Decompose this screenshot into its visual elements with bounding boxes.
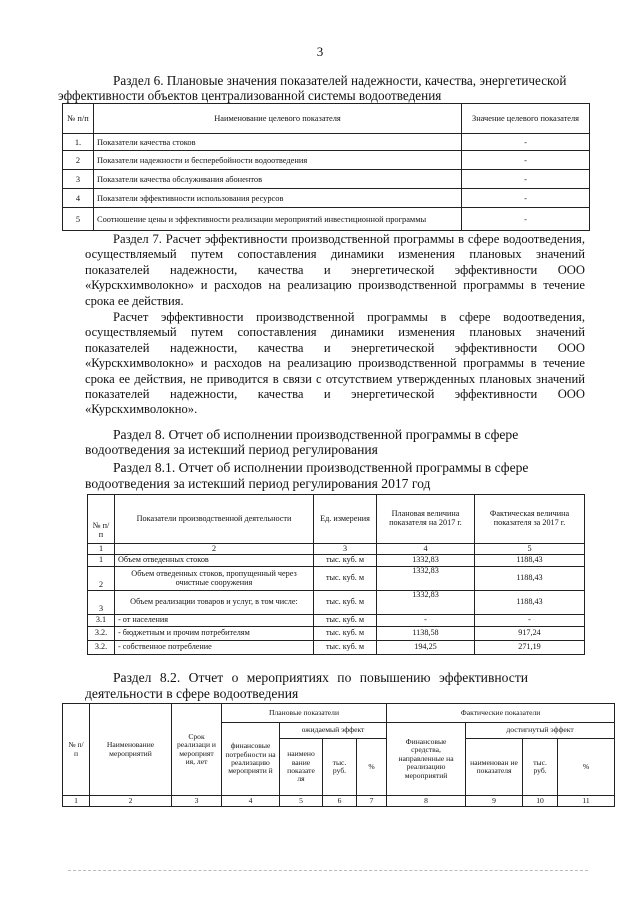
achieved-rub-header: тыс. руб. <box>523 739 558 796</box>
section81-title-line1: Раздел 8.1. Отчет об исполнении производственной программы в сфере <box>113 460 529 475</box>
row-num: 2 <box>63 151 94 170</box>
index-cell: 11 <box>558 796 615 807</box>
table-row <box>88 591 585 615</box>
section82-title-line1: Раздел 8.2. Отчет о мероприятиях по повышению эффективности <box>113 670 529 685</box>
section7-paragraph1: Раздел 7. Расчет эффективности производственной программы в сфере водоотведения, осуществляемый путем сопоставления динамики изменения плановых значений показателей надежности, качества и энергетической эффективности ООО «Курскхимволокно» и расходов на реализацию производственной программы в течение срока ее действия. <box>85 232 585 308</box>
index-cell: 4 <box>222 796 280 807</box>
row-unit: тыс. куб. м <box>314 555 377 567</box>
row-value: - <box>462 208 590 231</box>
row-unit: тыс. куб. м <box>314 627 377 641</box>
row-name: Объем реализации товаров и услуг, в том числе: <box>115 591 314 615</box>
index-row <box>63 796 615 807</box>
col-num-header: № п/п <box>63 104 94 134</box>
section82-table <box>62 703 615 807</box>
index-cell: 4 <box>377 544 475 555</box>
row-num: 3 <box>88 591 115 615</box>
row-name: - бюджетным и прочим потребителям <box>115 627 314 641</box>
index-cell: 3 <box>172 796 222 807</box>
index-cell: 2 <box>90 796 172 807</box>
row-unit: тыс. куб. м <box>314 567 377 591</box>
row-unit: тыс. куб. м <box>314 641 377 655</box>
section7-paragraph2: Расчет эффективности производственной программы в сфере водоотведения, осуществляемый путем сопоставления динамики изменения плановых значений показателей надежности, качества и энергетической эффективности ООО «Курскхимволокно» и расходов на реализацию производственной программы в течение срока ее действия, не приводится в связи с отсутствием утвержденных плановых значений показателей надежности, качества и энергетической эффективности ООО «Курскхимволокно». <box>85 310 585 417</box>
fin-spent-header: Финансовые средства, направленные на реализацию мероприятий <box>387 723 466 796</box>
row-name: Соотношение цены и эффективности реализации мероприятий инвестиционной программы <box>94 208 462 231</box>
row-fact: 1188,43 <box>475 591 585 615</box>
col-num-header: № п/п <box>88 495 115 544</box>
achieved-name-header: наименован ие показателя <box>466 739 523 796</box>
row-fact: 1188,43 <box>475 567 585 591</box>
section6-title-line2: эффективности объектов централизованной системы водоотведения <box>58 88 442 103</box>
row-fact: - <box>475 615 585 627</box>
row-plan: 1332,83 <box>377 567 475 591</box>
col-fact-header: Фактическая величина показателя за 2017 г. <box>475 495 585 544</box>
index-cell: 10 <box>523 796 558 807</box>
table-row <box>63 134 590 151</box>
index-row <box>88 544 585 555</box>
index-cell: 5 <box>475 544 585 555</box>
row-name: - от населения <box>115 615 314 627</box>
col-name-header: Наименование целевого показателя <box>94 104 462 134</box>
row-value: - <box>462 189 590 208</box>
row-name: Объем отведенных стоков, пропущенный через очистные сооружения <box>115 567 314 591</box>
col-value-header: Значение целевого показателя <box>462 104 590 134</box>
row-name: - собственное потребление <box>115 641 314 655</box>
row-plan: 1332,83 <box>377 591 475 615</box>
expected-effect-header: ожидаемый эффект <box>280 723 387 739</box>
row-plan: 194,25 <box>377 641 475 655</box>
row-num: 3 <box>63 170 94 189</box>
table-row <box>88 567 585 591</box>
index-cell: 7 <box>357 796 387 807</box>
row-num: 5 <box>63 208 94 231</box>
table-row <box>88 555 585 567</box>
table-row <box>63 208 590 231</box>
col-name-header: Наименование мероприятий <box>90 704 172 796</box>
index-cell: 1 <box>63 796 90 807</box>
row-name: Показатели качества обслуживания абонентов <box>94 170 462 189</box>
page-number: 3 <box>316 44 324 59</box>
index-cell: 2 <box>115 544 314 555</box>
row-value: - <box>462 134 590 151</box>
col-num-header: № п/ п <box>63 704 90 796</box>
row-value: - <box>462 151 590 170</box>
section81-title-line2: водоотведения за истекший период регулирования 2017 год <box>85 476 431 491</box>
row-plan: 1332,83 <box>377 555 475 567</box>
row-name: Показатели надежности и бесперебойности водоотведения <box>94 151 462 170</box>
table-row <box>63 151 590 170</box>
row-num: 3.2. <box>88 641 115 655</box>
table-row <box>88 615 585 627</box>
fin-needs-header: финансовые потребности на реализацию мероприяти й <box>222 723 280 796</box>
table-row <box>63 170 590 189</box>
index-cell: 8 <box>387 796 466 807</box>
row-unit: тыс. куб. м <box>314 591 377 615</box>
achieved-effect-header: достигнутый эффект <box>466 723 615 739</box>
row-num: 3.2. <box>88 627 115 641</box>
row-num: 3.1 <box>88 615 115 627</box>
row-fact: 1188,43 <box>475 555 585 567</box>
col-plan-header: Плановая величина показателя на 2017 г. <box>377 495 475 544</box>
index-cell: 1 <box>88 544 115 555</box>
scan-artifact-line <box>68 870 588 871</box>
col-name-header: Показатели производственной деятельности <box>115 495 314 544</box>
index-cell: 9 <box>466 796 523 807</box>
table-row <box>88 641 585 655</box>
index-cell: 6 <box>323 796 357 807</box>
row-name: Объем отведенных стоков <box>115 555 314 567</box>
row-num: 4 <box>63 189 94 208</box>
col-term-header: Срок реализаци и мероприят ия, лет <box>172 704 222 796</box>
row-fact: 917,24 <box>475 627 585 641</box>
table-row <box>88 627 585 641</box>
expected-name-header: наимено вание показате ля <box>280 739 323 796</box>
section8-title-line2: водоотведения за истекший период регулирования <box>85 442 378 457</box>
table-row <box>63 189 590 208</box>
achieved-pct-header: % <box>558 739 615 796</box>
plan-group-header: Плановые показатели <box>222 704 387 723</box>
row-num: 1. <box>63 134 94 151</box>
row-value: - <box>462 170 590 189</box>
row-fact: 271,19 <box>475 641 585 655</box>
section6-table <box>62 103 590 231</box>
index-cell: 5 <box>280 796 323 807</box>
row-unit: тыс. куб. м <box>314 615 377 627</box>
expected-pct-header: % <box>357 739 387 796</box>
expected-rub-header: тыс. руб. <box>323 739 357 796</box>
row-num: 1 <box>88 555 115 567</box>
index-cell: 3 <box>314 544 377 555</box>
section8-title-line1: Раздел 8. Отчет об исполнении производственной программы в сфере <box>113 427 519 442</box>
row-plan: 1138,58 <box>377 627 475 641</box>
col-unit-header: Ед. измерения <box>314 495 377 544</box>
row-num: 2 <box>88 567 115 591</box>
row-plan: - <box>377 615 475 627</box>
section6-title-line1: Раздел 6. Плановые значения показателей надежности, качества, энергетической <box>113 73 567 88</box>
section81-table <box>87 494 585 655</box>
row-name: Показатели качества стоков <box>94 134 462 151</box>
row-name: Показатели эффективности использования ресурсов <box>94 189 462 208</box>
section82-title-line2: деятельности в сфере водоотведения <box>85 686 299 701</box>
fact-group-header: Фактические показатели <box>387 704 615 723</box>
